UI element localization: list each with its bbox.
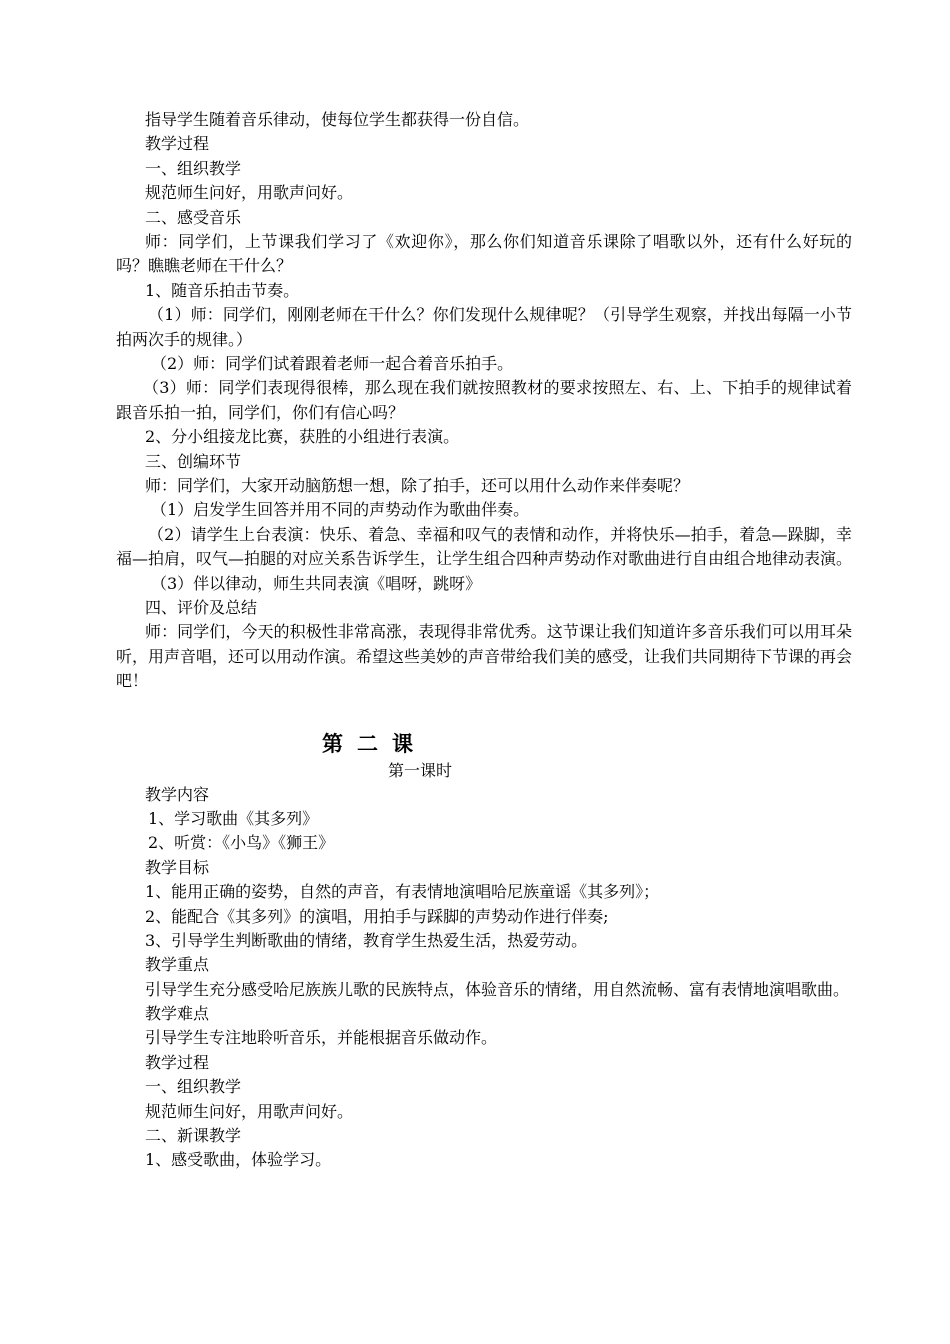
- section-heading: 教学内容: [145, 784, 210, 804]
- section-heading: 教学目标: [145, 857, 210, 877]
- body-line: （2）师：同学们试着跟着老师一起合着音乐拍手。: [151, 353, 514, 373]
- body-line: 1、能用正确的姿势，自然的声音，有表情地演唱哈尼族童谣《其多列》；: [145, 882, 660, 902]
- section-heading: 教学难点: [145, 1004, 210, 1024]
- body-line: 2、听赏：《小鸟》《狮王》: [148, 833, 335, 853]
- body-paragraph: 师：同学们，上节课我们学习了《欢迎你》，那么你们知道音乐课除了唱歌以外，还有什么好玩的吗？瞧瞧老师在干什么？: [116, 231, 852, 276]
- step-heading: 二、感受音乐: [145, 207, 242, 227]
- body-line: 指导学生随着音乐律动，使每位学生都获得一份自信。: [145, 110, 530, 129]
- section-heading: 教学过程: [145, 134, 210, 154]
- section-heading: 教学过程: [145, 1052, 210, 1072]
- body-line: 引导学生专注地聆听音乐，并能根据音乐做动作。: [145, 1028, 498, 1048]
- body-paragraph: （1）师：同学们，刚刚老师在干什么？你们发现什么规律呢？（引导学生观察，并找出每隔一小节拍两次手的规律。）: [116, 305, 852, 349]
- step-heading: 二、新课教学: [145, 1126, 242, 1146]
- body-paragraph: 引导学生充分感受哈尼族族儿歌的民族特点，体验音乐的情绪，用自然流畅、富有表情地演唱歌曲。: [145, 979, 850, 999]
- step-heading: 一、组织教学: [145, 158, 242, 178]
- body-line: 规范师生问好，用歌声问好。: [145, 1101, 354, 1121]
- body-line: 1、学习歌曲《其多列》: [148, 808, 319, 828]
- body-line: 1、感受歌曲，体验学习。: [145, 1150, 332, 1170]
- body-line: （3）伴以律动，师生共同表演《唱呀，跳呀》: [151, 573, 482, 593]
- body-line: 3、引导学生判断歌曲的情绪，教育学生热爱生活，热爱劳动。: [145, 930, 588, 950]
- section-gap: [116, 694, 852, 729]
- step-heading: 四、评价及总结: [145, 597, 258, 617]
- lesson-subtitle: 第一课时: [388, 760, 453, 780]
- section-heading: 教学重点: [145, 955, 210, 975]
- document-page: [116, 108, 852, 1173]
- body-paragraph: （2）请学生上台表演：快乐、着急、幸福和叹气的表情和动作，并将快乐—拍手，着急—跺脚，幸福—拍肩，叹气—拍腿的对应关系告诉学生，让学生组合四种声势动作对歌曲进行自由组合地律动表演。: [116, 524, 853, 569]
- body-line: 师：同学们，大家开动脑筋想一想，除了拍手，还可以用什么动作来伴奏呢？: [145, 475, 690, 495]
- body-line: 规范师生问好，用歌声问好。: [145, 183, 354, 203]
- lesson-title: 第二课: [322, 731, 427, 756]
- body-line: 1、随音乐拍击节奏。: [145, 280, 300, 300]
- body-line: 2、分小组接龙比赛，获胜的小组进行表演。: [145, 427, 460, 447]
- body-paragraph: （3）师：同学们表现得很棒，那么现在我们就按照教材的要求按照左、右、上、下拍手的规律试着跟音乐拍一拍，同学们，你们有信心吗？: [116, 378, 852, 422]
- body-paragraph: 师：同学们，今天的积极性非常高涨，表现得非常优秀。这节课让我们知道许多音乐我们可以用耳朵听，用声音唱，还可以用动作演。希望这些美妙的声音带给我们美的感受，让我们共同期待下节课的再会吧！: [116, 622, 853, 691]
- body-line: （1）启发学生回答并用不同的声势动作为歌曲伴奏。: [151, 500, 530, 520]
- step-heading: 一、组织教学: [145, 1077, 242, 1097]
- body-line: 2、能配合《其多列》的演唱，用拍手与踩脚的声势动作进行伴奏;: [145, 906, 609, 926]
- step-heading: 三、创编环节: [145, 451, 242, 471]
